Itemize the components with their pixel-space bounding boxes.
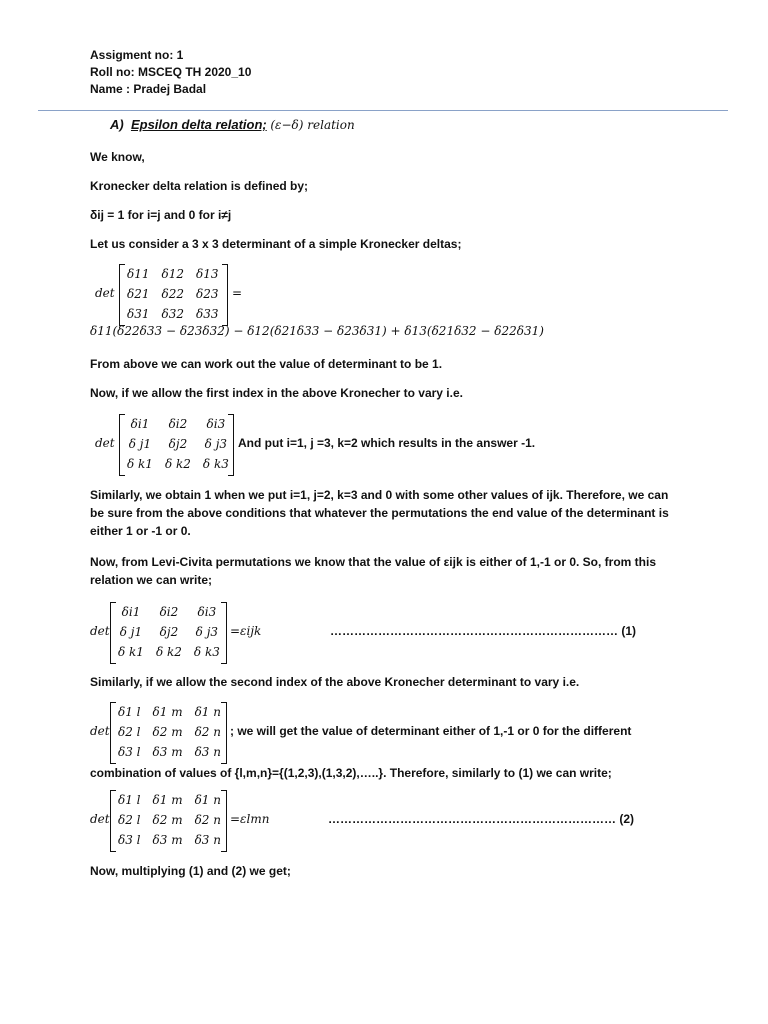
matrix-cell: δ1 l: [118, 793, 141, 807]
equals-sign: =: [232, 286, 243, 300]
section-heading: [110, 117, 355, 132]
section-label: A): [110, 117, 124, 132]
matrix-2: [121, 414, 235, 474]
matrix-cell: δ3 m: [152, 833, 183, 847]
matrix-cell: δ3 l: [118, 833, 141, 847]
para-similarly-1: Similarly, we obtain 1 when we put i=1, j=2, k=3 and 0 with some other values of ijk. Therefore, we can be sure from the above conditions that whatever the permutations the end value of the determinant is either 1 or -1 or 0.: [90, 488, 669, 538]
right-bracket: [228, 414, 234, 476]
matrix-cell: δi1: [121, 605, 141, 619]
matrix-cell: δ k1: [118, 645, 144, 659]
matrix-row: [112, 830, 227, 850]
para-put-ijk: And put i=1, j =3, k=2 which results in the answer -1.: [238, 436, 536, 450]
matrix-cell: δ j3: [195, 625, 219, 639]
roll-number: Roll no: MSCEQ TH 2020_10: [90, 65, 252, 79]
para-we-will-get: ; we will get the value of determinant either of 1,-1 or 0 for the different: [230, 724, 632, 738]
student-name: Name : Pradej Badal: [90, 82, 207, 96]
determinant-expansion: δ11(δ22δ33 − δ23δ32) − δ12(δ21δ33 − δ23δ31) + δ13(δ21δ32 − δ22δ31): [90, 324, 544, 338]
matrix-cell: δ2 n: [194, 813, 221, 827]
det-label: det: [90, 812, 110, 826]
para-we-know: We know,: [90, 150, 145, 164]
matrix-cell: δ1 l: [118, 705, 141, 719]
para-kronecker-def: Kronecker delta relation is defined by;: [90, 179, 309, 193]
equation-number-2: ……………………………………………………………… (2): [328, 812, 634, 826]
para-combination: combination of values of {l,m,n}={(1,2,3),(1,3,2),…..}. Therefore, similarly to (1) we can write;: [90, 766, 612, 780]
matrix-cell: δ2 n: [194, 725, 221, 739]
para-levi-civita: Now, from Levi-Civita permutations we know that the value of εijk is either of 1,-1 or 0. So, from this relation we can write;: [90, 555, 657, 587]
matrix-cell: δ21: [127, 287, 150, 301]
matrix-row: [121, 414, 235, 434]
document-header: [90, 47, 251, 98]
matrix-cell: δ k1: [127, 457, 153, 471]
matrix-cell: δj2: [168, 437, 188, 451]
det-label: det: [90, 624, 110, 638]
matrix-row: [112, 702, 227, 722]
header-divider: [38, 110, 728, 111]
matrix-cell: δ2 m: [152, 725, 183, 739]
matrix-cell: δ13: [196, 267, 219, 281]
matrix-row: [121, 304, 225, 324]
matrix-row: [112, 790, 227, 810]
matrix-row: [112, 722, 227, 742]
para-delta-def: δij = 1 for i=j and 0 for i≠j: [90, 208, 232, 222]
matrix-row: [121, 264, 225, 284]
right-bracket: [222, 264, 228, 326]
para-first-index: Now, if we allow the first index in the above Kronecher to vary i.e.: [90, 386, 463, 400]
matrix-cell: δ2 m: [152, 813, 183, 827]
matrix-row: [112, 602, 226, 622]
matrix-cell: δ23: [196, 287, 219, 301]
matrix-row: [112, 742, 227, 762]
matrix-cell: δ3 n: [194, 833, 221, 847]
matrix-row: [121, 454, 235, 474]
matrix-cell: δ33: [196, 307, 219, 321]
matrix-cell: δ j1: [119, 625, 143, 639]
matrix-cell: δ1 m: [152, 705, 183, 719]
right-bracket: [221, 702, 227, 764]
matrix-cell: δ22: [161, 287, 184, 301]
matrix-cell: δ31: [127, 307, 150, 321]
section-title: Epsilon delta relation;: [130, 117, 267, 132]
matrix-cell: δ3 n: [194, 745, 221, 759]
matrix-cell: δ12: [161, 267, 184, 281]
epsilon-ijk: =εijk: [230, 624, 262, 638]
matrix-cell: δj2: [159, 625, 179, 639]
det-label: det: [95, 436, 115, 450]
matrix-cell: δ k3: [193, 645, 220, 659]
matrix-cell: δi1: [130, 417, 150, 431]
matrix-cell: δi3: [206, 417, 226, 431]
matrix-cell: δ1 m: [152, 793, 183, 807]
equation-number-1: ……………………………………………………………… (1): [330, 624, 636, 638]
para-from-above: From above we can work out the value of determinant to be 1.: [90, 357, 443, 371]
matrix-cell: δi2: [168, 417, 188, 431]
assignment-number: Assigment no: 1: [90, 48, 184, 62]
matrix-cell: δ3 l: [118, 745, 141, 759]
matrix-cell: δi2: [159, 605, 179, 619]
right-bracket: [221, 790, 227, 852]
det-label: det: [95, 286, 115, 300]
matrix-cell: δ3 m: [152, 745, 183, 759]
matrix-cell: δ k2: [164, 457, 191, 471]
matrix-row: [112, 622, 226, 642]
matrix-row: [121, 434, 235, 454]
right-bracket: [221, 602, 227, 664]
matrix-cell: δ1 n: [194, 705, 221, 719]
matrix-cell: δ j3: [204, 437, 228, 451]
matrix-5: [112, 790, 227, 850]
matrix-row: [121, 284, 225, 304]
matrix-cell: δ32: [161, 307, 184, 321]
matrix-cell: δ1 n: [194, 793, 221, 807]
para-consider: Let us consider a 3 x 3 determinant of a simple Kronecker deltas;: [90, 237, 462, 251]
matrix-cell: δ k2: [155, 645, 182, 659]
det-label: det: [90, 724, 110, 738]
section-math: (ε−δ) relation: [270, 118, 355, 132]
matrix-row: [112, 642, 226, 662]
matrix-cell: δ11: [127, 267, 150, 281]
epsilon-lmn: =εlmn: [230, 812, 270, 826]
matrix-cell: δ2 l: [118, 725, 141, 739]
matrix-cell: δi3: [197, 605, 217, 619]
matrix-row: [112, 810, 227, 830]
matrix-cell: δ k3: [202, 457, 229, 471]
matrix-cell: δ2 l: [118, 813, 141, 827]
matrix-4: [112, 702, 227, 762]
matrix-cell: δ j1: [128, 437, 152, 451]
matrix-1: [121, 264, 225, 324]
para-second-index: Similarly, if we allow the second index of the above Kronecher determinant to vary i.e.: [90, 675, 580, 689]
para-multiplying: Now, multiplying (1) and (2) we get;: [90, 864, 291, 878]
matrix-3: [112, 602, 226, 662]
